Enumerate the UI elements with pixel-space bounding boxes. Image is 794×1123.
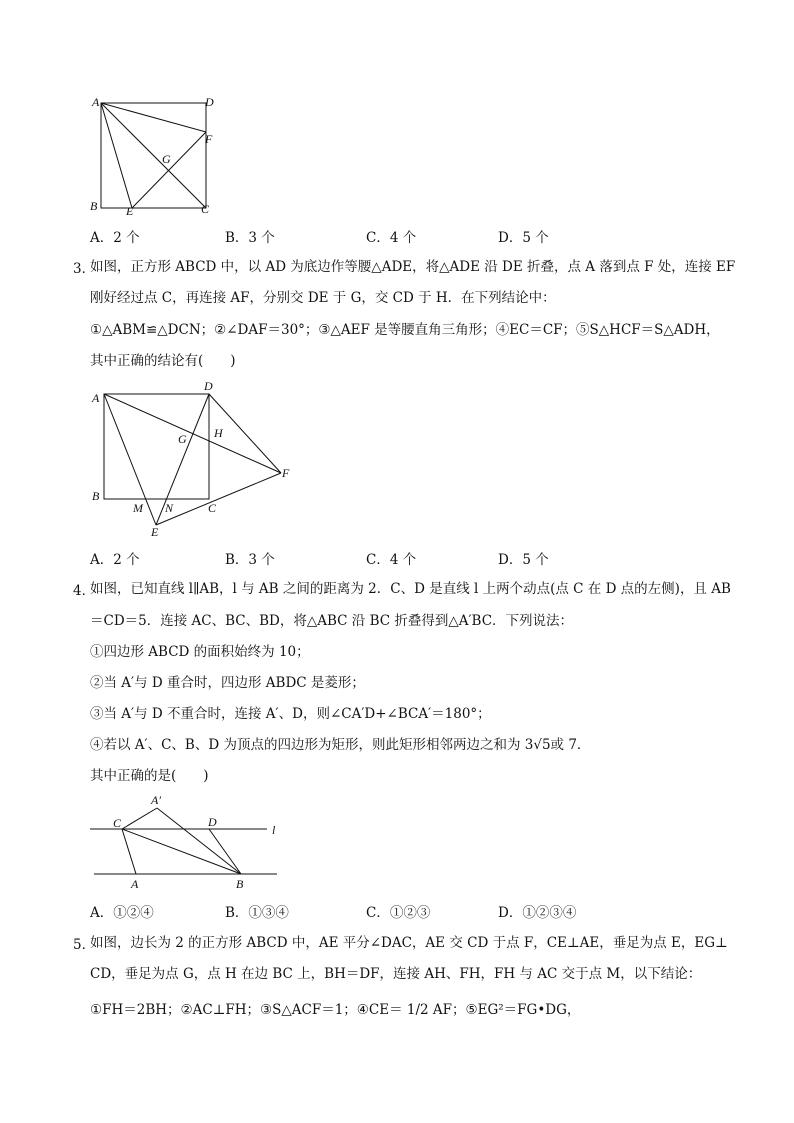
q4-option-a: A．①②④ xyxy=(90,905,154,921)
q3-text-line3: ①△ABM≌△DCN；②∠DAF＝30°；③△AEF 是等腰直角三角形；④EC＝CF；⑤S△HCF＝S△ADH， xyxy=(90,322,720,338)
q2-label-E: E xyxy=(126,204,134,218)
q4-text-line7: 其中正确的是( ) xyxy=(90,768,209,784)
q3-number: 3． xyxy=(73,261,96,277)
q3-label-N: N xyxy=(165,501,174,515)
q2-option-d: D．5 个 xyxy=(498,230,549,246)
q3-option-c: C．4 个 xyxy=(366,552,417,568)
q4-text-line1: 如图，已知直线 l∥AB，l 与 AB 之间的距离为 2．C、D 是直线 l 上两个动点(点 C 在 D 点的左侧)，且 AB xyxy=(90,581,731,597)
q3-label-D: D xyxy=(204,379,213,393)
q2-label-G: G xyxy=(162,152,171,166)
q4-label-A-prime: A′ xyxy=(151,793,161,807)
q3-option-b: B．3 个 xyxy=(225,552,275,568)
q4-text-line6: ④若以 A′、C、B、D 为顶点的四边形为矩形，则此矩形相邻两边之和为 3√5或 7． xyxy=(90,737,591,753)
q3-text-line4: 其中正确的结论有( ) xyxy=(90,353,236,369)
q5-text-line2: CD，垂足为点 G，点 H 在边 BC 上，BH＝DF，连接 AH、FH，FH 与 AC 交于点 M，以下结论： xyxy=(90,966,702,982)
q3-label-H: H xyxy=(214,426,223,440)
q4-text-line2: ＝CD＝5．连接 AC、BC、BD，将△ABC 沿 BC 折叠得到△A′BC．下列说法： xyxy=(90,613,574,629)
q3-figure xyxy=(85,378,300,538)
q4-option-c: C．①②③ xyxy=(366,905,431,921)
q4-figure xyxy=(85,792,290,892)
q3-option-a: A．2 个 xyxy=(90,552,140,568)
q3-option-d: D．5 个 xyxy=(498,552,549,568)
q2-label-F: F xyxy=(205,132,213,146)
q4-option-d: D．①②③④ xyxy=(498,905,577,921)
q4-text-line5: ③当 A′与 D 不重合时，连接 A′、D，则∠CA′D+∠BCA′＝180°； xyxy=(90,706,491,722)
q4-text-line4: ②当 A′与 D 重合时，四边形 ABDC 是菱形； xyxy=(90,675,365,691)
q2-label-C: C xyxy=(201,202,210,216)
q2-label-B: B xyxy=(90,199,98,213)
q5-text-line3: ①FH＝2BH；②AC⊥FH；③S△ACF＝1；④CE＝ 1/2 AF；⑤EG²＝FG•DG， xyxy=(90,1002,581,1018)
q4-number: 4． xyxy=(73,583,96,599)
q4-label-D: D xyxy=(208,815,217,829)
q3-text-line2: 刚好经过点 C，再连接 AF，分别交 DE 于 G，交 CD 于 H．在下列结论中： xyxy=(90,290,556,306)
q3-label-C: C xyxy=(208,501,217,515)
q3-text-line1: 如图，正方形 ABCD 中，以 AD 为底边作等腰△ADE，将△ADE 沿 DE 折叠，点 A 落到点 F 处，连接 EF xyxy=(90,259,736,275)
q3-label-F: F xyxy=(282,466,290,480)
q3-label-A: A xyxy=(92,391,100,405)
q4-label-A: A xyxy=(131,877,139,891)
q4-label-C: C xyxy=(113,816,122,830)
q4-text-line3: ①四边形 ABCD 的面积始终为 10； xyxy=(90,644,310,660)
q2-label-A: A xyxy=(92,95,100,109)
q3-label-G: G xyxy=(178,432,187,446)
q5-text-line1: 如图，边长为 2 的正方形 ABCD 中，AE 平分∠DAC，AE 交 CD 于点 F，CE⊥AE，垂足为点 E，EG⊥ xyxy=(90,935,728,951)
q4-option-b: B．①③④ xyxy=(225,905,289,921)
q2-option-a: A．2 个 xyxy=(90,230,140,246)
q5-number: 5． xyxy=(73,937,96,953)
q2-label-D: D xyxy=(205,95,214,109)
q2-option-c: C．4 个 xyxy=(366,230,417,246)
q3-label-B: B xyxy=(92,489,100,503)
q2-figure xyxy=(85,92,225,222)
q3-label-M: M xyxy=(133,501,143,515)
q4-label-l: l xyxy=(272,823,276,837)
q3-label-E: E xyxy=(151,525,159,538)
q2-option-b: B．3 个 xyxy=(225,230,275,246)
q4-label-B: B xyxy=(236,877,244,891)
